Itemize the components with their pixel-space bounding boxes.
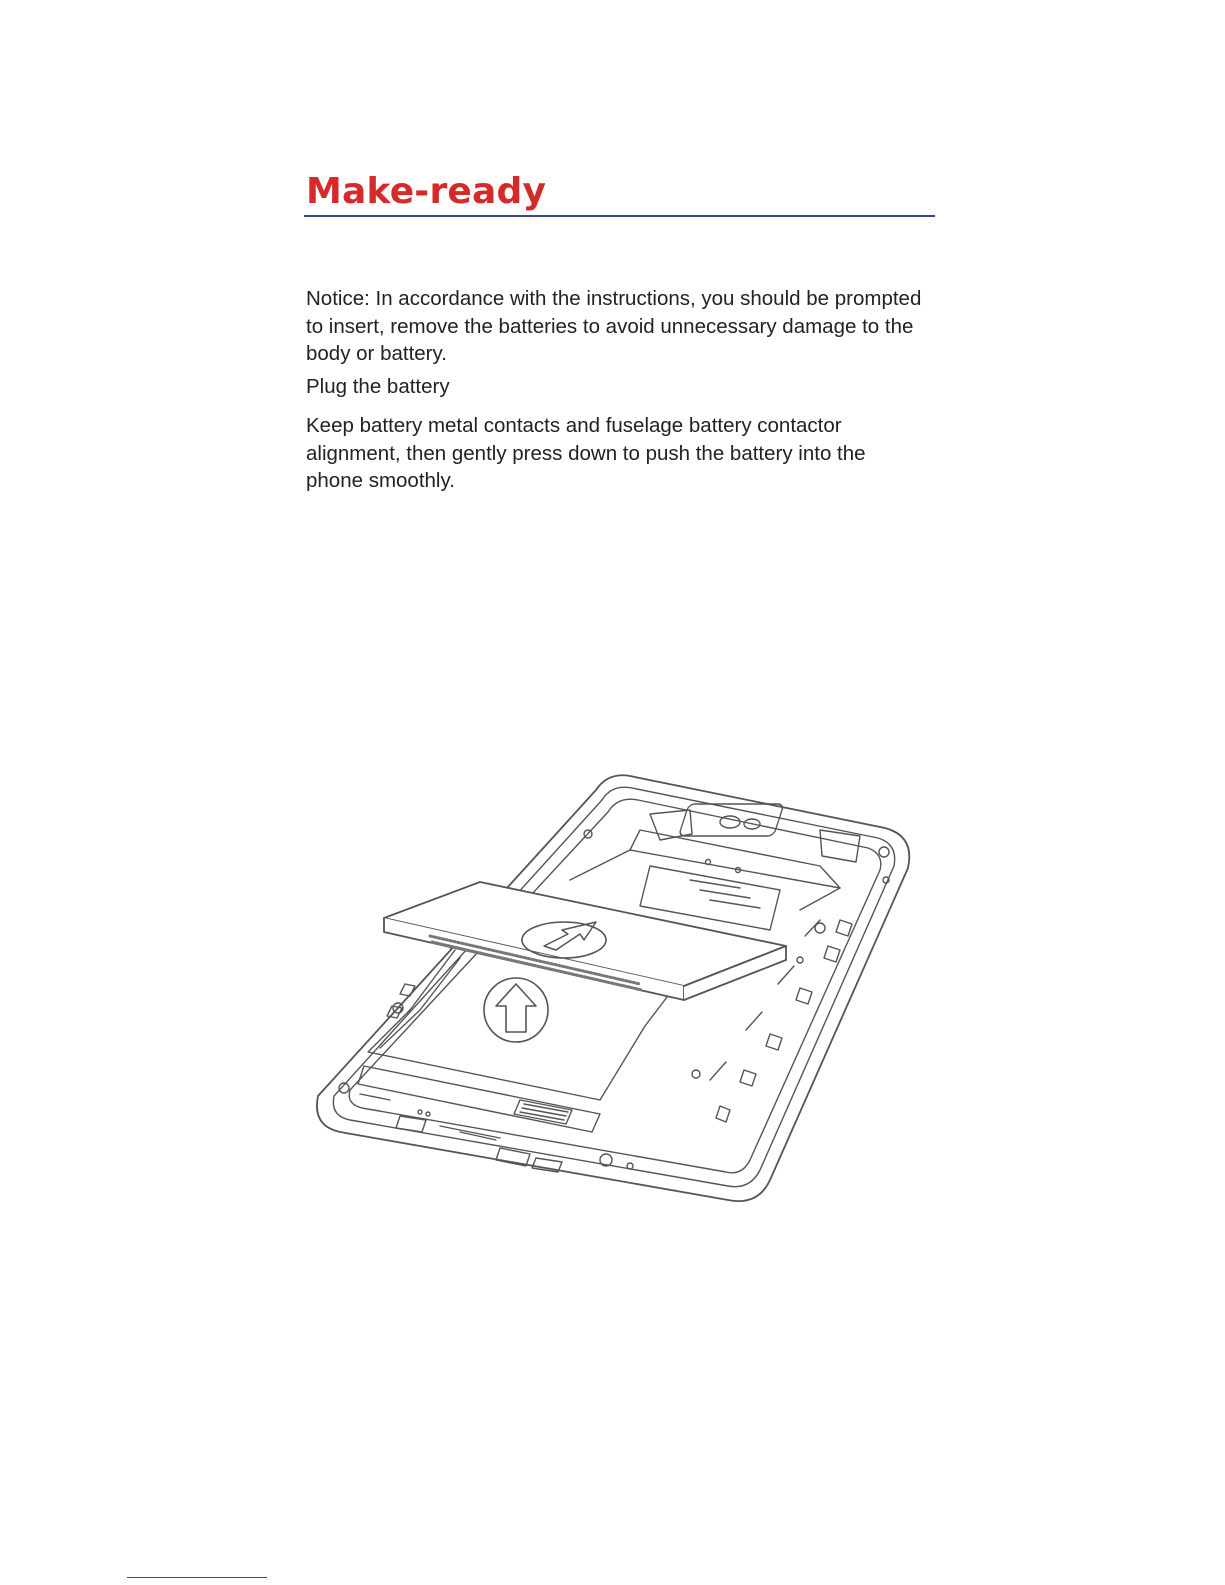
phone-back-icon <box>317 775 909 1201</box>
arrow-up-icon <box>484 978 548 1042</box>
battery-instruction-paragraph: Keep battery metal contacts and fuselage battery contactor alignment, then gently press down to push the battery into the phone smoothly. <box>306 414 866 492</box>
footnote-divider <box>127 1577 267 1578</box>
title-divider <box>304 215 935 217</box>
battery-insertion-illustration <box>300 770 925 1210</box>
battery-insertion-figure <box>300 770 925 1210</box>
section-title: Make-ready <box>306 171 547 212</box>
notice-paragraph: Notice: In accordance with the instructions, you should be prompted to insert, remove the batteries to avoid unnecessary damage to the body or battery. <box>306 287 922 365</box>
plug-battery-heading: Plug the battery <box>306 375 450 398</box>
battery-icon <box>384 882 786 1000</box>
